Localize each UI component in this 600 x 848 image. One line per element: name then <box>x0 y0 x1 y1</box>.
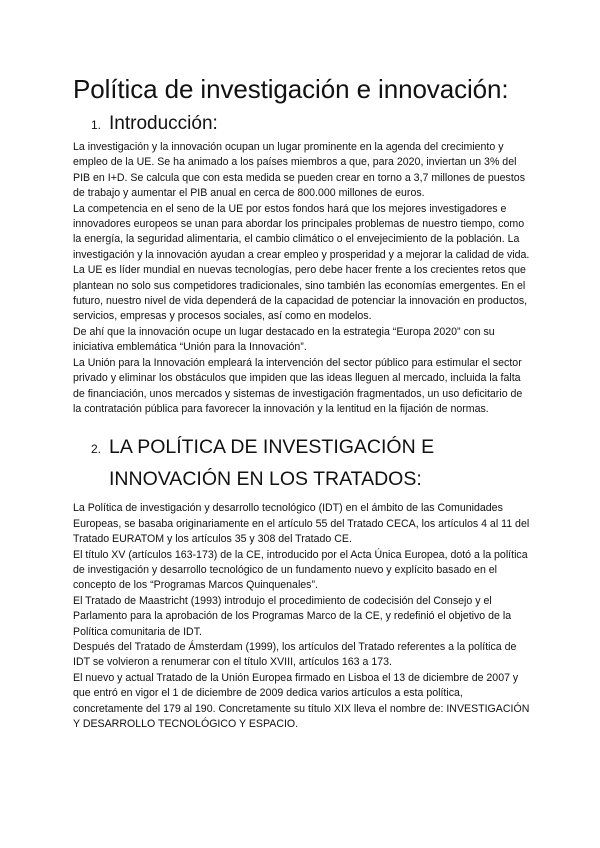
section-2-title-line-2: INNOVACIÓN EN LOS TRATADOS: <box>109 468 422 491</box>
section-2-number: 2. <box>91 442 102 457</box>
document-page <box>73 72 533 732</box>
paragraph: La investigación y la innovación ocupan un lugar prominente en la agenda del crecimiento y empleo de la UE. Se ha animado a los países miembros a que, para 2020, inviertan un 3% del PIB en I+D. Se calcula que con esta medida se pueden crear en torno a 3,7 millones de puestos de trabajo y aumentar el PIB anual en cerca de 800.000 millones de euros. <box>73 141 525 200</box>
section-1-number: 1. <box>91 118 102 132</box>
section-2-heading <box>73 431 533 495</box>
page-title: Política de investigación e innovación: <box>73 74 509 104</box>
section-2-body <box>73 501 533 732</box>
paragraph: La UE es líder mundial en nuevas tecnologías, pero debe hacer frente a los crecientes retos que plantean no solo sus competidores tradicionales, sino también las economías emergentes. En el futuro, nuestro nivel de vida dependerá de la capacidad de potenciar la innovación en productos, servicios, empresas y procesos sociales, así como en modelos. <box>73 264 528 323</box>
section-1-heading <box>73 112 533 140</box>
paragraph: El Tratado de Maastricht (1993) introdujo el procedimiento de codecisión del Consejo y el Parlamento para la aprobación de los Programas Marco de la CE, y redefinió el objetivo de la Política comunitaria de IDT. <box>73 594 512 638</box>
paragraph: La Unión para la Innovación empleará la intervención del sector público para estimular el sector privado y eliminar los obstáculos que impiden que las ideas lleguen al mercado, incluida la falta de financiación, unos mercados y sistemas de investigación fragmentados, un uso deficitario de la contratación pública para favorecer la innovación y la lentitud en la fijación de normas. <box>73 356 523 415</box>
paragraph: El nuevo y actual Tratado de la Unión Europea firmado en Lisboa el 13 de diciembre de 2007 y que entró en vigor el 1 de diciembre de 2009 dedica varios artículos a esta política, concretamente del 179 al 190. Concretamente su título XIX lleva el nombre de: INVESTIGACIÓN Y DESARROLLO TECNOLÓGICO Y ESPACIO. <box>73 671 530 730</box>
section-2-title <box>109 431 434 495</box>
section-2-title-line-1: LA POLÍTICA DE INVESTIGACIÓN E <box>109 436 435 459</box>
paragraph: De ahí que la innovación ocupe un lugar destacado en la estrategia “Europa 2020” con su iniciativa emblemática “Unión para la Innovación”. <box>73 325 495 354</box>
section-1-title: Introducción: <box>109 113 218 134</box>
paragraph: La competencia en el seno de la UE por estos fondos hará que los mejores investigadores e innovadores europeos se unan para abordar los principales problemas de nuestro tiempo, como la energía, la seguridad alimentaria, el cambio climático o el envejecimiento de la población. La investigación y la innovación ayudan a crear empleo y prosperidad y a mejorar la calidad de vida. <box>73 202 530 261</box>
paragraph: El título XV (artículos 163-173) de la CE, introducido por el Acta Única Europea, dotó a la política de investigación y desarrollo tecnológico de un fundamento nuevo y explícito basado en el concepto de los “Programas Marcos Quinquenales”. <box>73 548 528 592</box>
paragraph: Después del Tratado de Ámsterdam (1999), los artículos del Tratado referentes a la política de IDT se volvieron a renumerar con el título XVIII, artículos 163 a 173. <box>73 640 517 669</box>
section-1-body <box>73 140 533 417</box>
paragraph: La Política de investigación y desarrollo tecnológico (IDT) en el ámbito de las Comunidades Europeas, se basaba originariamente en el artículo 55 del Tratado CECA, los artículos 4 al 11 del Tratado EURATOM y los artículos 35 y 308 del Tratado CE. <box>73 502 530 546</box>
